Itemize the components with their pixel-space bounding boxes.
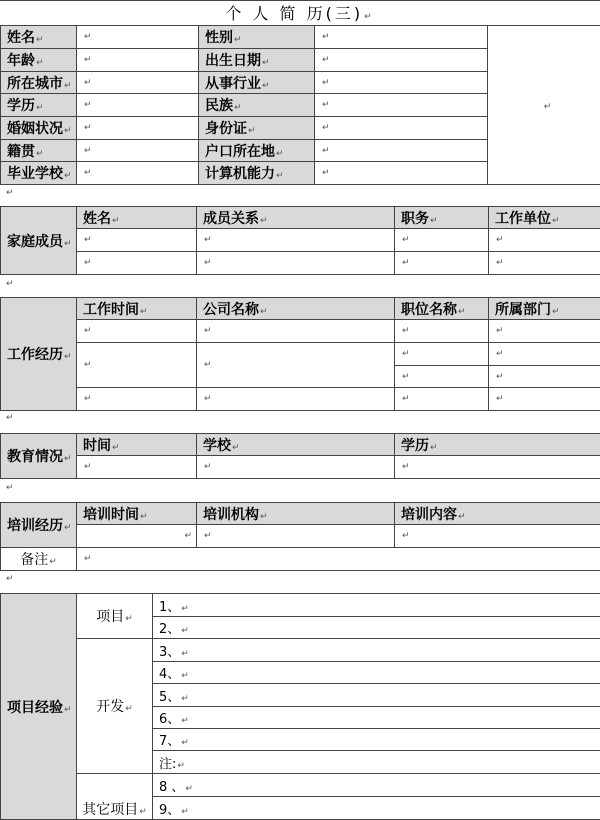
project-item[interactable]: 2、 ↵ [153, 617, 600, 639]
label-native-place: 籍贯 ↵ [1, 140, 77, 162]
project-item[interactable]: 5、 ↵ [153, 684, 600, 707]
work-cell[interactable] [197, 343, 395, 388]
project-item[interactable]: 4、 ↵ [153, 662, 600, 684]
work-cell[interactable] [77, 343, 197, 388]
value-native-place[interactable] [77, 140, 199, 162]
work-header-department: 所属部门 ↵ [489, 298, 600, 320]
family-header-name: 姓名 ↵ [77, 207, 197, 229]
remark-value[interactable] [77, 548, 600, 571]
education-cell[interactable] [77, 456, 197, 479]
family-header-employer: 工作单位 ↵ [489, 207, 600, 229]
education-table [0, 433, 600, 479]
paragraph-mark: ↵ [6, 413, 14, 423]
work-cell[interactable] [489, 388, 600, 411]
label-degree: 学历 ↵ [1, 94, 77, 117]
project-item[interactable]: 3、 ↵ [153, 639, 600, 662]
paragraph-mark: ↵ [6, 483, 14, 493]
label-gender: 性别 ↵ [199, 26, 315, 49]
work-cell[interactable] [395, 388, 489, 411]
work-header-time: 工作时间 ↵ [77, 298, 197, 320]
label-age: 年龄 ↵ [1, 49, 77, 72]
value-id-card[interactable] [315, 117, 488, 140]
label-industry: 从事行业 ↵ [199, 72, 315, 94]
label-hukou: 户口所在地 ↵ [199, 140, 315, 162]
photo-cell[interactable] [488, 26, 600, 185]
training-cell[interactable] [395, 525, 600, 548]
value-hukou[interactable] [315, 140, 488, 162]
work-cell[interactable] [489, 343, 600, 366]
training-cell[interactable] [197, 525, 395, 548]
training-header-institution: 培训机构 ↵ [197, 503, 395, 525]
label-computer-skill: 计算机能力 ↵ [199, 162, 315, 185]
work-header-company: 公司名称 ↵ [197, 298, 395, 320]
education-header-time: 时间 ↵ [77, 434, 197, 456]
value-degree[interactable] [77, 94, 199, 117]
label-birthdate: 出生日期 ↵ [199, 49, 315, 72]
project-item[interactable]: 7、 ↵ [153, 729, 600, 751]
work-header-title: 职位名称 ↵ [395, 298, 489, 320]
training-header-time: 培训时间 ↵ [77, 503, 197, 525]
value-city[interactable] [77, 72, 199, 94]
label-id-card: 身份证 ↵ [199, 117, 315, 140]
work-cell[interactable] [395, 366, 489, 388]
family-cell[interactable] [489, 252, 600, 275]
work-cell[interactable] [77, 388, 197, 411]
project-item[interactable]: 6、 ↵ [153, 707, 600, 729]
education-cell[interactable] [197, 456, 395, 479]
work-cell[interactable] [395, 320, 489, 343]
training-label: 培训经历 ↵ [1, 503, 77, 548]
value-marital[interactable] [77, 117, 199, 140]
family-label: 家庭成员 ↵ [1, 207, 77, 275]
education-cell[interactable] [395, 456, 600, 479]
family-cell[interactable] [77, 252, 197, 275]
family-cell[interactable] [197, 252, 395, 275]
value-industry[interactable] [315, 72, 488, 94]
value-school[interactable] [77, 162, 199, 185]
project-group-name: 项目 ↵ [77, 594, 153, 639]
project-item[interactable]: 8 、 ↵ [153, 774, 600, 797]
project-item[interactable]: 1、 ↵ [153, 594, 600, 617]
work-cell[interactable] [197, 388, 395, 411]
projects-label: 项目经验 ↵ [1, 594, 77, 820]
work-cell[interactable] [489, 366, 600, 388]
paragraph-mark: ↵ [6, 279, 14, 289]
family-table [0, 206, 600, 275]
family-header-position: 职务 ↵ [395, 207, 489, 229]
work-cell[interactable] [395, 343, 489, 366]
paragraph-mark: ↵ [6, 188, 14, 198]
education-header-degree: 学历 ↵ [395, 434, 600, 456]
training-cell[interactable] [77, 525, 197, 548]
label-city: 所在城市 ↵ [1, 72, 77, 94]
training-table [0, 502, 600, 571]
value-name[interactable] [77, 26, 199, 49]
label-name: 姓名 ↵ [1, 26, 77, 49]
family-cell[interactable] [395, 252, 489, 275]
value-computer-skill[interactable] [315, 162, 488, 185]
paragraph-mark: ↵ [6, 574, 14, 584]
work-table [0, 297, 600, 411]
remark-label: 备注 ↵ [1, 548, 77, 571]
dev-group-name: 开发 ↵ [77, 639, 153, 774]
value-gender[interactable] [315, 26, 488, 49]
family-cell[interactable] [197, 229, 395, 252]
other-group-name: 其它项目 ↵ [77, 774, 153, 820]
value-birthdate[interactable] [315, 49, 488, 72]
family-cell[interactable] [395, 229, 489, 252]
basic-info-table [0, 25, 600, 185]
training-header-content: 培训内容 ↵ [395, 503, 600, 525]
family-cell[interactable] [77, 229, 197, 252]
resume-title: 个 人 简 历(三) ↵ [0, 0, 600, 25]
education-header-school: 学校 ↵ [197, 434, 395, 456]
education-label: 教育情况 ↵ [1, 434, 77, 479]
family-header-relation: 成员关系 ↵ [197, 207, 395, 229]
value-ethnicity[interactable] [315, 94, 488, 117]
work-cell[interactable] [197, 320, 395, 343]
family-cell[interactable] [489, 229, 600, 252]
value-age[interactable] [77, 49, 199, 72]
project-item[interactable]: 9、 ↵ [153, 797, 600, 820]
project-note[interactable]: 注: ↵ [153, 751, 600, 774]
work-label: 工作经历 ↵ [1, 298, 77, 411]
label-ethnicity: 民族 ↵ [199, 94, 315, 117]
work-cell[interactable] [489, 320, 600, 343]
projects-table [0, 593, 600, 820]
label-school: 毕业学校 ↵ [1, 162, 77, 185]
work-cell[interactable] [77, 320, 197, 343]
label-marital: 婚姻状况 ↵ [1, 117, 77, 140]
